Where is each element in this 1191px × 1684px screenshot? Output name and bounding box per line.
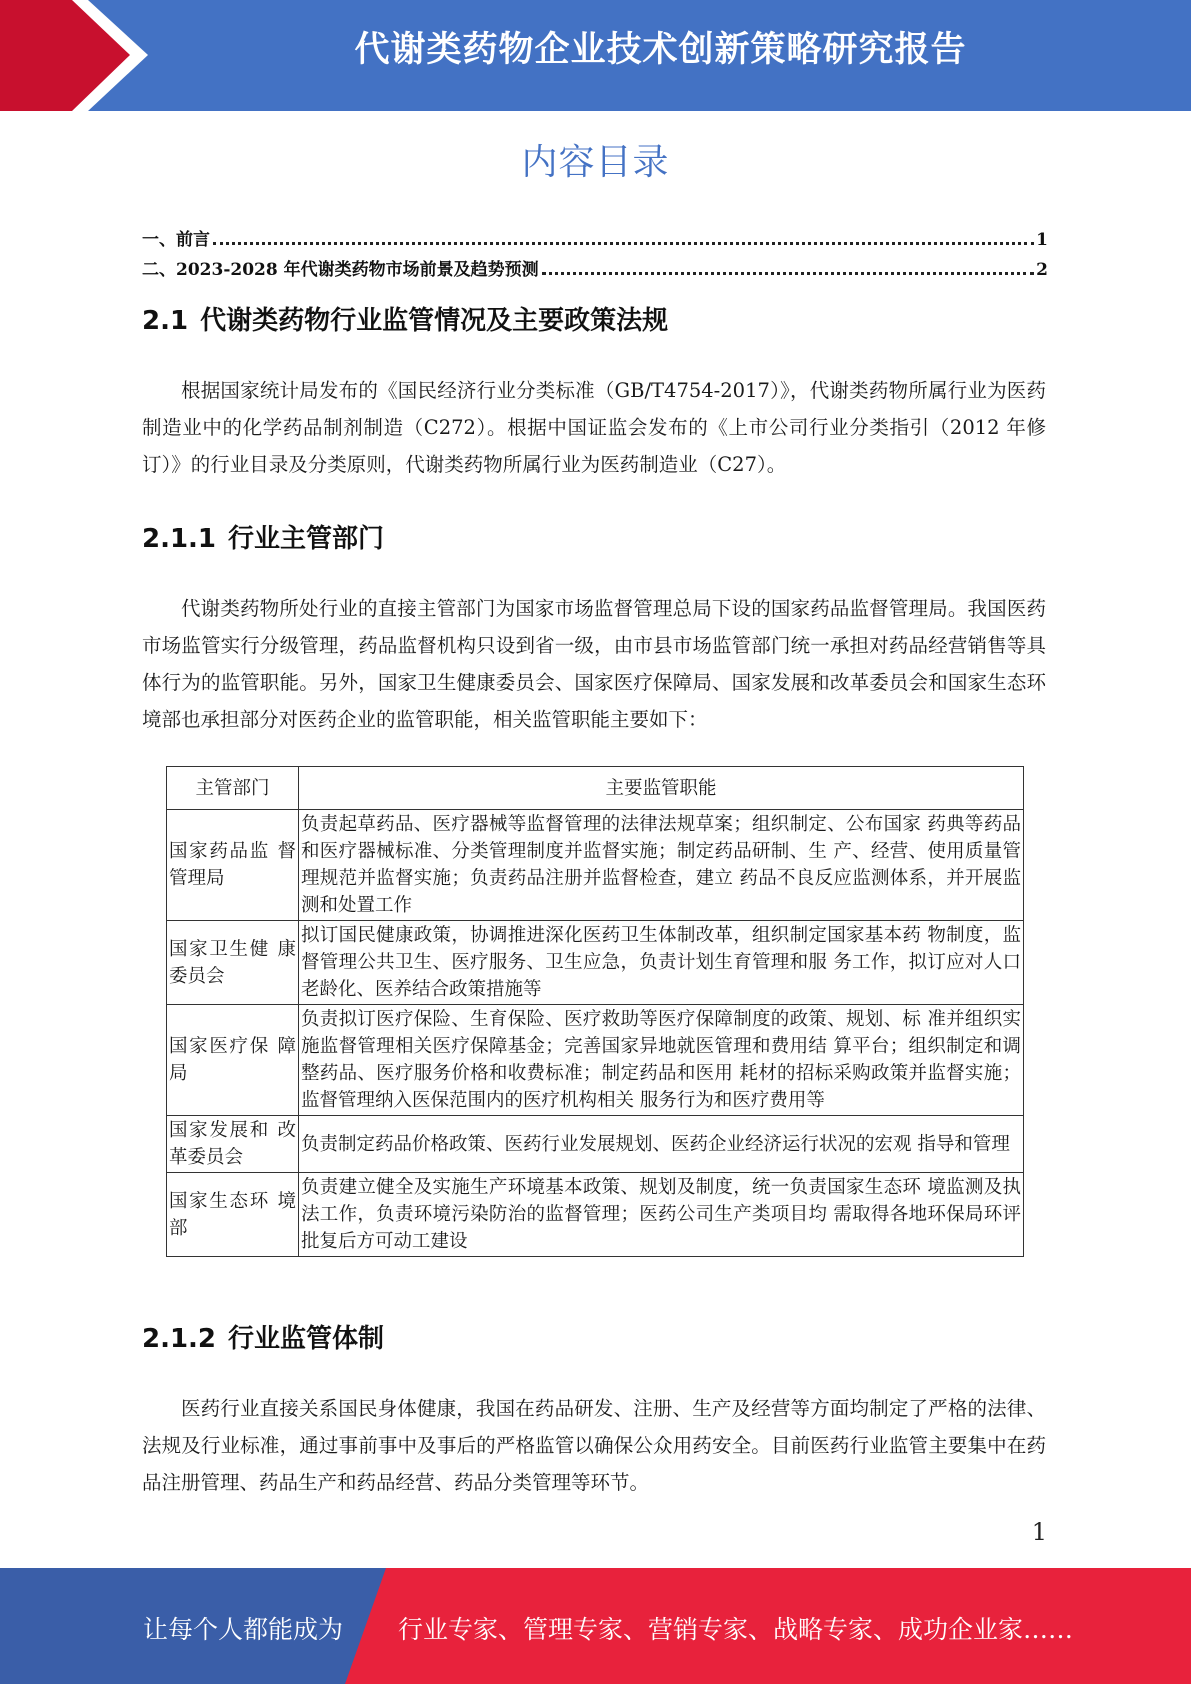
table-cell-dept: 国家药品监 督管理局 [167,810,299,921]
footer-slogan-right: 行业专家、管理专家、营销专家、战略专家、成功企业家…… [398,1615,1074,1644]
section-number: 2.1.2 [142,1324,217,1354]
section-heading-2-1-2 [142,1318,384,1355]
toc-entry-page: 2 [1036,260,1048,280]
toc-title: 内容目录 [521,142,670,183]
table-row [167,810,1024,921]
table-row [167,1005,1024,1116]
toc-entry-preface[interactable] [142,224,1048,250]
table-cell-duty: 负责起草药品、医疗器械等监督管理的法律法规草案；组织制定、公布国家 药典等药品和医疗器械标准、分类管理制度并监督实施；制定药品研制、生 产、经营、使用质量管理规范并监督实施；负责药品注册并监督检查，建立 药品不良反应监测体系，并开展监测和处置工作 [299,810,1024,921]
table-row [167,1173,1024,1257]
paragraph-regulatory-authorities: 代谢类药物所处行业的直接主管部门为国家市场监督管理总局下设的国家药品监督管理局。我国医药市场监管实行分级管理，药品监督机构只设到省一级，由市县市场监管部门统一承担对药品经营销售等具体行为的监管职能。另外，国家卫生健康委员会、国家医疗保障局、国家发展和改革委员会和国家生态环境部也承担部分对医药企业的监管职能，相关监管职能主要如下： [142,597,1046,731]
section-heading-2-1 [142,300,668,337]
table-cell-duty: 负责拟订医疗保险、生育保险、医疗救助等医疗保障制度的政策、规划、标 准并组织实施监督管理相关医疗保障基金；完善国家异地就医管理和费用结 算平台；组织制定和调整药品、医疗服务价格和收费标准；制定药品和医用 耗材的招标采购政策并监督实施；监督管理纳入医保范围内的医疗机构相关 服务行为和医疗费用等 [299,1005,1024,1116]
toc-leader-dots [213,242,1034,245]
regulatory-departments-table [166,766,1024,1257]
section-title: 代谢类药物行业监管情况及主要政策法规 [200,306,669,336]
table-header-row [167,767,1024,810]
page-number: 1 [1031,1518,1047,1546]
section-number: 2.1 [142,306,189,336]
table-row [167,1116,1024,1173]
table-cell-dept: 国家医疗保 障局 [167,1005,299,1116]
table-header-dept: 主管部门 [167,767,299,810]
table-row [167,921,1024,1005]
table-cell-dept: 国家发展和 改革委员会 [167,1116,299,1173]
red-chevron-flag-icon [0,0,160,111]
table-cell-dept: 国家卫生健 康委员会 [167,921,299,1005]
table-cell-duty: 拟订国民健康政策，协调推进深化医药卫生体制改革，组织制定国家基本药 物制度，监督管理公共卫生、医疗服务、卫生应急，负责计划生育管理和服 务工作，拟订应对人口老龄化、医养结合政策措施等 [299,921,1024,1005]
footer-slogan-left: 让每个人都能成为 [143,1615,344,1644]
section-title: 行业主管部门 [228,524,385,554]
table-cell-duty: 负责建立健全及实施生产环境基本政策、规划及制度，统一负责国家生态环 境监测及执法工作，负责环境污染防治的监督管理；医药公司生产类项目均 需取得各地环保局环评批复后方可动工建设 [299,1173,1024,1257]
section-heading-2-1-1 [142,518,384,555]
toc-entry-label: 一、前言 [142,230,210,250]
table-header-duty: 主要监管职能 [299,767,1024,810]
report-title: 代谢类药物企业技术创新策略研究报告 [354,30,967,70]
toc-entry-page: 1 [1036,230,1048,250]
toc-leader-dots [542,272,1035,275]
table-cell-dept: 国家生态环 境部 [167,1173,299,1257]
toc-entry-market-forecast[interactable] [142,254,1048,280]
paragraph-industry-classification: 根据国家统计局发布的《国民经济行业分类标准（GB/T4754-2017）》，代谢类药物所属行业为医药制造业中的化学药品制剂制造（C272）。根据中国证监会发布的《上市公司行业分类指引（2012 年修订）》的行业目录及分类原则，代谢类药物所属行业为医药制造业（C27）。 [142,379,1046,476]
section-number: 2.1.1 [142,524,217,554]
header-banner [0,0,1191,111]
table-cell-duty: 负责制定药品价格政策、医药行业发展规划、医药企业经济运行状况的宏观 指导和管理 [299,1116,1024,1173]
section-title: 行业监管体制 [228,1324,385,1354]
paragraph-regulatory-system: 医药行业直接关系国民身体健康，我国在药品研发、注册、生产及经营等方面均制定了严格的法律、法规及行业标准，通过事前事中及事后的严格监管以确保公众用药安全。目前医药行业监管主要集中在药品注册管理、药品生产和药品经营、药品分类管理等环节。 [142,1397,1046,1494]
footer-banner [0,1568,1191,1684]
toc-entry-label: 二、2023-2028 年代谢类药物市场前景及趋势预测 [142,260,539,280]
